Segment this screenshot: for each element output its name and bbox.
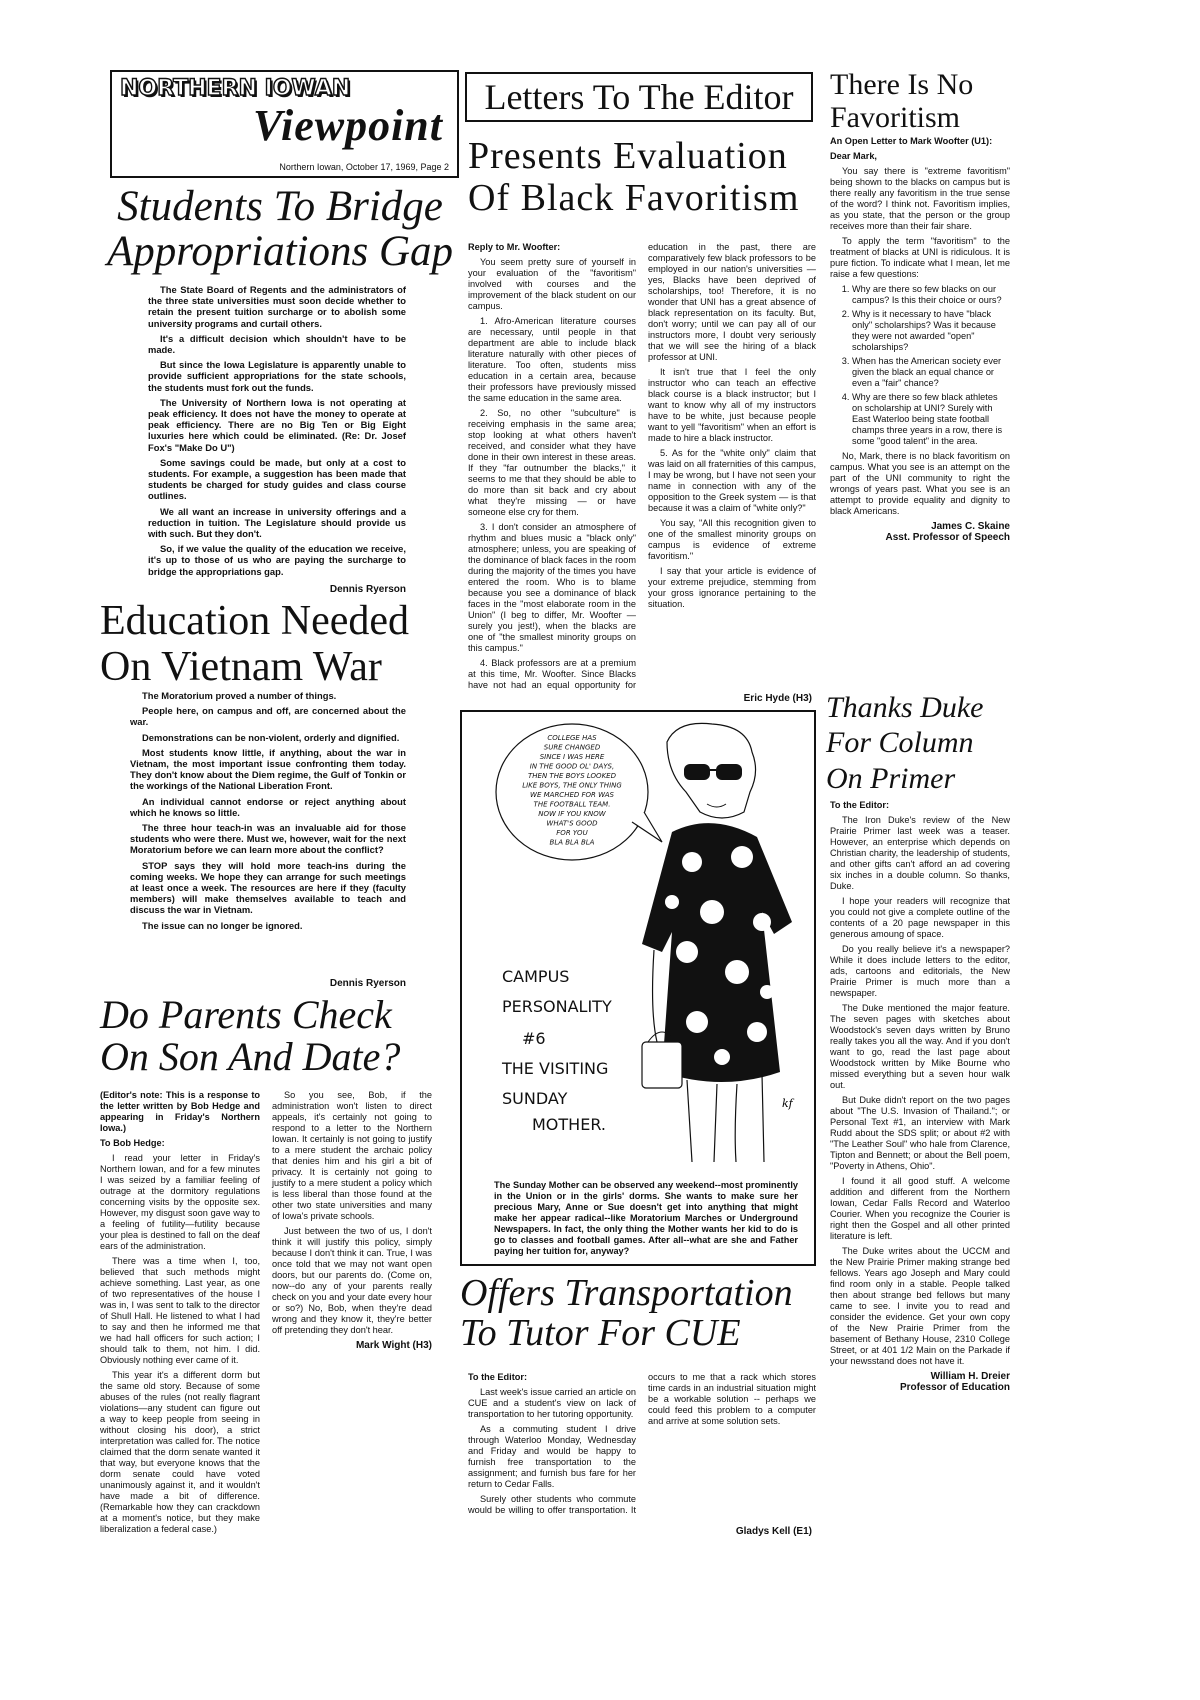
cartoon-panel: [460, 710, 816, 1266]
paragraph: To apply the term "favoritism" to the treatment of blacks at UNI is ridiculous. It is pure fiction. To indicate what I mean, let me raise a few questions:: [830, 236, 1010, 279]
speech-bubble-line: THEN THE BOYS LOOKED: [528, 772, 616, 780]
salutation: To the Editor:: [830, 800, 890, 810]
paragraph: The Iron Duke's review of the New Prairie Primer last week was a teaser. However, an enterprise which depends on Christian charity, the leadership of students, and other gifts can't afford an ad covering six inches in a double column. So thanks, Duke.: [830, 815, 1010, 891]
questions-list: [852, 284, 1010, 447]
paragraph: Some savings could be made, but only at a cost to students. For example, a suggestion has been made that students be charged for study guides and class course outlines.: [148, 456, 406, 502]
byline-vietnam: Dennis Ryerson: [329, 978, 406, 989]
byline-evaluation: Eric Hyde (H3): [743, 693, 812, 704]
headline-line: On Primer: [826, 761, 956, 795]
editor-note: (Editor's note: This is a response to the letter written by Bob Hedge and appearing in Friday's Northern Iowa.): [100, 1090, 260, 1133]
article-body-no-favoritism: [830, 136, 1010, 543]
headline-line: Appropriations Gap: [106, 228, 453, 276]
paragraph: I read your letter in Friday's Northern Iowan, and for a few minutes I was seized by a familiar feeling of outrage at the dormitory regulations concerning visits by the opposite sex. However, my disgust soon gave way to a feeling of futility—futility because your plea is destined to fall on the deaf ears of the administration.: [100, 1153, 260, 1251]
speech-bubble-line: BLA BLA BLA: [549, 838, 595, 847]
cartoon-title-line: MOTHER.: [532, 1115, 606, 1134]
paragraph: I say that your article is evidence of your extreme prejudice, stemming from your gross ignorance pertaining to the situation.: [648, 566, 816, 609]
paragraph: There was a time when I, too, believed that such methods might achieve something. Last year, as one of two representatives of the house I was in, I was sent to talk to the director of Shull Hall. He listened to what I had to say and then he informed me that we had hall officers for such action; I should talk to them, not him. I did. Obviously nothing ever came of it.: [100, 1256, 260, 1365]
paragraph: The State Board of Regents and the administrators of the three state universities must soon decide whether to retain the present tuition surcharge or to abolish some university programs and curtail others.: [148, 284, 406, 329]
headline-line: Do Parents Check: [100, 992, 392, 1037]
speech-bubble-line: IN THE GOOD OL' DAYS,: [529, 762, 615, 771]
headline-line: Offers Transportation: [460, 1272, 793, 1314]
paragraph: As a commuting student I drive through Waterloo Monday, Wednesday and Friday and would be happy to furnish free transportation to the assignment; and furnish bus fare for her return to Cedar Falls.: [468, 1424, 636, 1489]
article-body-evaluation: [468, 242, 816, 694]
masthead-section-title: Viewpoint: [253, 101, 443, 150]
headline-bridge: [100, 184, 460, 274]
paragraph: But since the Iowa Legislature is apparently unable to provide sufficient appropriations for the state schools, the students must fork out the funds.: [148, 359, 406, 393]
letter-intro: An Open Letter to Mark Woofter (U1):: [830, 136, 993, 146]
article-body-thanks-duke: [830, 800, 1010, 1393]
article-body-vietnam: [130, 690, 406, 935]
paragraph: The issue can no longer be ignored.: [142, 919, 303, 931]
masthead-paper-name: NORTHERN IOWAN: [120, 76, 351, 101]
sunglasses: [684, 764, 710, 780]
speech-bubble-line: FOR YOU: [556, 829, 588, 837]
paragraph: Demonstrations can be non-violent, orderly and dignified.: [142, 731, 400, 743]
paragraph: The Duke writes about the UCCM and the New Prairie Primer making strange bed fellows. Years ago Joseph and Mary could find room only in a stable. People talked then about strange bed fellows but many came to see. I invite you to read and consider the evidence. Get your own copy of the New Prairie Primer from the basement of Bethany House, 2310 College Street, or at 401 1/2 Main on the Parkade if your newsstand does not have it.: [830, 1246, 1010, 1366]
speech-bubble-line: WHAT'S GOOD: [546, 819, 598, 828]
cartoon-title-line: PERSONALITY: [502, 997, 612, 1016]
paragraph: This year it's a different dorm but the same old story. Because of some abuses of the rules (not really flagrant violations—any student can figure out a way to keep people from seeing in without closing his door), a strict interpretation was called for. The notice claimed that the dorm senate wanted it that way, but everyone knows that the dorm senate could have voted unanimously against it, and it wouldn't have made a bit of difference. (Remarkable how they can crackdown at a moment's notice, but they make liberalization a federal case.): [100, 1370, 260, 1534]
paragraph: 2. So, no other "subculture" is receiving emphasis in the same area; stop looking at what others haven't received, and consider what they have done in their own interest in these areas. If they "far outnumber the blacks," it seems to me that they should be able to do more than sit back and cry about what they're missing — or have someone else cry for them.: [468, 408, 636, 517]
headline-evaluation: [468, 136, 818, 220]
paragraph: Last week's issue carried an article on CUE and a student's view on lack of transportation to her tutoring opportunity.: [468, 1387, 636, 1419]
letters-banner-title: Letters To The Editor: [484, 77, 794, 117]
headline-line: Thanks Duke: [826, 691, 984, 724]
salutation: To Bob Hedge:: [100, 1138, 165, 1148]
paragraph: You seem pretty sure of yourself in your evaluation of the "favoritism" involved with courses and the improvement of the black student on our campus.: [468, 257, 636, 311]
signature-title: Asst. Professor of Speech: [885, 532, 1010, 543]
signature-title: Professor of Education: [899, 1382, 1010, 1393]
paragraph: STOP says they will hold more teach-ins during the coming weeks. We hope they can arrange for such meetings at least once a week. The resources are here if they (faculty members) will make themselves available to teach and discuss the war in Vietnam.: [130, 859, 406, 916]
headline-vietnam: [100, 598, 460, 690]
paragraph: So, if we value the quality of the education we receive, it's up to those of us who are paying the surcharge to bridge the appropriations gap.: [148, 543, 406, 577]
signature-name: James C. Skaine: [931, 521, 1010, 532]
paragraph: I found it all good stuff. A welcome addition and different from the Northern Iowan, Cedar Falls Record and Waterloo Courier. When you recognize the Courier is right then the Gospel and all other printed literature is left.: [830, 1176, 1010, 1241]
headline-line: Education Needed: [100, 598, 410, 644]
paragraph: It isn't true that I feel the only instructor who can teach an effective black course is a black instructor; but I want to know why all of my instructors have to be white, just because people want to yell "favoritism" when an effort is made to hire a black instructor.: [648, 367, 816, 443]
paragraph: It's a difficult decision which shouldn't have to be made.: [148, 332, 406, 356]
paragraph: The University of Northern Iowa is not operating at peak efficiency. It does not have the money to operate at peak efficiency. There are no Big Ten or Big Eight luxuries here which could be eliminated. (Re: Dr. Josef Fox's "Make Do U"): [148, 396, 406, 453]
headline-no-favoritism: [830, 68, 1015, 134]
headline-line: To Tutor For CUE: [460, 1311, 741, 1354]
paragraph: The Moratorium proved a number of things.: [142, 690, 337, 701]
paragraph: Surely other students who commute would be willing to offer transportation. It occurs to me that a rack which stores time cards in an industrial situation might be a workable solution -- perhaps we could feed this problem to a computer and arrive at some solution sets.: [468, 1372, 816, 1515]
speech-bubble-line: LIKE BOYS, THE ONLY THING: [522, 781, 622, 790]
paragraph: But Duke didn't report on the two pages about "The U.S. Invasion of Thailand."; or Personal Text #1, an interview with Mark Rudd about the SDS split; or about #2 with "The Leather Soul" who hale from Clarence, Tipton and Bennett; or about the Bell poem, "Poverty in Athens, Ohio".: [830, 1095, 1010, 1171]
headline-line: There Is No: [830, 68, 974, 101]
headline-transport: [460, 1274, 820, 1354]
purse: [642, 1042, 682, 1088]
cartoon-title-line: #6: [522, 1029, 546, 1048]
paragraph: The three hour teach-in was an invaluable aid for those students who were there. Must we, however, wait for the next Moratorium before we can learn more about the conflict?: [130, 822, 406, 856]
masthead-dateline: Northern Iowan, October 17, 1969, Page 2: [279, 162, 449, 172]
headline-line: Presents Evaluation: [468, 135, 788, 177]
byline-parents: Mark Wight (H3): [355, 1340, 432, 1351]
headline-line: On Son And Date?: [100, 1034, 401, 1079]
paragraph: You say, "All this recognition given to one of the smallest minority groups on campus is evidence of extreme favoritism.": [648, 518, 816, 561]
article-body-parents: [100, 1090, 432, 1540]
paragraph: We all want an increase in university offerings and a reduction in tuition. The Legislature should provide us with such. But they don't.: [148, 505, 406, 540]
article-body-bridge: [148, 284, 406, 581]
question-item: 2. Why is it necessary to have "black only" scholarships? Was it because they were not awarded "open" scholarships?: [852, 309, 1010, 353]
paragraph: The Duke mentioned the major feature. The seven pages with sketches about Woodstock's seven days written by Bruno really takes you all the way. And if you don't want to go, read the last page about Woodstock written by Mike Bourne who missed everything but a seven hour walk out.: [830, 1003, 1010, 1090]
salutation: Reply to Mr. Woofter:: [468, 242, 561, 252]
masthead: [110, 70, 459, 178]
signature-name: William H. Dreier: [930, 1371, 1010, 1382]
salutation: To the Editor:: [468, 1372, 528, 1382]
cartoon-title-line: CAMPUS: [502, 967, 570, 986]
question-item: 1. Why are there so few blacks on our campus? Is this their choice or ours?: [852, 284, 1010, 306]
byline-transport: Gladys Kell (E1): [735, 1526, 812, 1537]
paragraph: You say there is "extreme favoritism" being shown to the blacks on campus but is there really any favoritism in the true sense of the word? I think not. Favoritism implies, as you state, that the person or the group receives more than their fair share.: [830, 166, 1010, 231]
paragraph: Most students know little, if anything, about the war in Vietnam, the most important issue confronting them today. They don't know about the Diem regime, the Gulf of Tonkin or the workings of the National Liberation Front.: [130, 746, 406, 792]
cartoon-caption: The Sunday Mother can be observed any weekend--most prominently in the Union or in the girls' dorms. She wants to make sure her precious Mary, Anne or Sue doesn't get into anything that might make her appear radical--like Moratorium Marches or Underground Newspapers. In fact, the only thing the Mother wants her kid to do is go to classes and football games. After all--what are she and Father paying her tuition for, anyway?: [494, 1180, 798, 1256]
paragraph: 5. As for the "white only" claim that was laid on all fraternities of this campus, I may be wrong, but I have not seen your name in connection with any of the opposition to the Greek system — is that because it was a claim of "white only?": [648, 448, 816, 513]
paragraph: An individual cannot endorse or reject anything about which he knows so little.: [130, 795, 406, 818]
paragraph: So you see, Bob, if the administration won't listen to direct appeals, it's certainly not going to respond to a letter to the Northern Iowan. It certainly is not going to justify to a mere student the archaic policy that denies him and his girl a bit of privacy. It is certainly not going to justify to a mere student a policy which is less liberal than those found at the other two state universities and many of Iowa's private schools.: [272, 1090, 432, 1221]
paragraph: 4. Black professors are at a premium at this time, Mr. Woofter. Since Blacks have not had an equal opportunity for education in the past, there are comparatively few black professors to be employed in our nation's universities — yes, Blacks have been deprived of scholarships, too! Therefore, it is no wonder that UNI has a great absence of black representation on its faculty. But, don't worry; until we can pay all of our instructors more, I doubt very seriously that we will see the hiring of a black professor at UNI.: [468, 242, 816, 690]
paragraph: I hope your readers will recognize that you could not give a complete outline of the contents of a 20 page newspaper in this generous amoung of space.: [830, 896, 1010, 939]
paragraph: 1. Afro-American literature courses are necessary, until people in that department are able to include black literature naturally with other pieces of literature. Too often, students miss education in a certain area, because their professors have previously missed the same education in the same area.: [468, 316, 636, 403]
headline-line: Favoritism: [830, 101, 961, 134]
paragraph: Just between the two of us, I don't think it will justify this policy, simply because I don't think it can. True, I was once told that we may not want open doors, but our parents do. (Come on, now--do any of your parents really check on you and your date every hour or so?) No, Bob, when they're dead wrong and they know it, they're better off pretending they don't hear.: [272, 1226, 432, 1335]
paragraph: No, Mark, there is no black favoritism on campus. What you see is an attempt on the part of the UNI community to right the wrongs of years past. What you see is an attempt to provide equality and dignity to black Americans.: [830, 451, 1010, 516]
question-item: 3. When has the American society ever given the black an equal chance or even a "fair" chance?: [852, 356, 1010, 389]
question-item: 4. Why are there so few black athletes on scholarship at UNI? Surely with East Waterloo being state football champs three years in a row, there is some "good talent" in the area.: [852, 392, 1010, 447]
headline-line: On Vietnam War: [100, 644, 382, 691]
headline-line: For Column: [826, 726, 974, 760]
article-body-transport: [468, 1372, 816, 1522]
cartoon-illustration: [462, 712, 814, 1172]
headline-line: Students To Bridge: [117, 183, 443, 230]
headline-thanks-duke: [826, 690, 1016, 796]
speech-bubble-line: THE FOOTBALL TEAM.: [533, 800, 611, 809]
paragraph: 3. I don't consider an atmosphere of rhythm and blues music a "black only" atmosphere; unless, you are speaking of the dominance of black faces in the room during the majority of the times you have entered the room. Who is to blame because you see a dominance of black faces in the "most elaborate room in the Union" (I beg to differ, Mr. Woofter — surely you jest!), when the blacks are one of "the smallest minority groups on this campus.": [468, 522, 636, 653]
byline-bridge: Dennis Ryerson: [329, 584, 406, 595]
headline-parents: [100, 994, 460, 1078]
cartoon-title-line: THE VISITING: [502, 1059, 609, 1078]
letters-banner: [465, 72, 813, 122]
salutation: Dear Mark,: [830, 151, 877, 161]
speech-bubble-line: SINCE I WAS HERE: [539, 753, 605, 761]
speech-bubble-line: WE MARCHED FOR WAS: [530, 791, 614, 799]
speech-bubble-line: COLLEGE HAS: [547, 734, 597, 742]
paragraph: People here, on campus and off, are concerned about the war.: [130, 705, 406, 728]
speech-bubble-line: NOW IF YOU KNOW: [538, 810, 606, 818]
artist-initials: kf: [782, 1097, 793, 1110]
cartoon-title-line: SUNDAY: [502, 1089, 568, 1108]
speech-bubble-line: SURE CHANGED: [543, 743, 601, 752]
paragraph: Do you really believe it's a newspaper? While it does include letters to the editor, ads, cartoons and editorials, the New Prairie Primer is much more than a newspaper.: [830, 944, 1010, 998]
headline-line: Of Black Favoritism: [468, 176, 800, 219]
